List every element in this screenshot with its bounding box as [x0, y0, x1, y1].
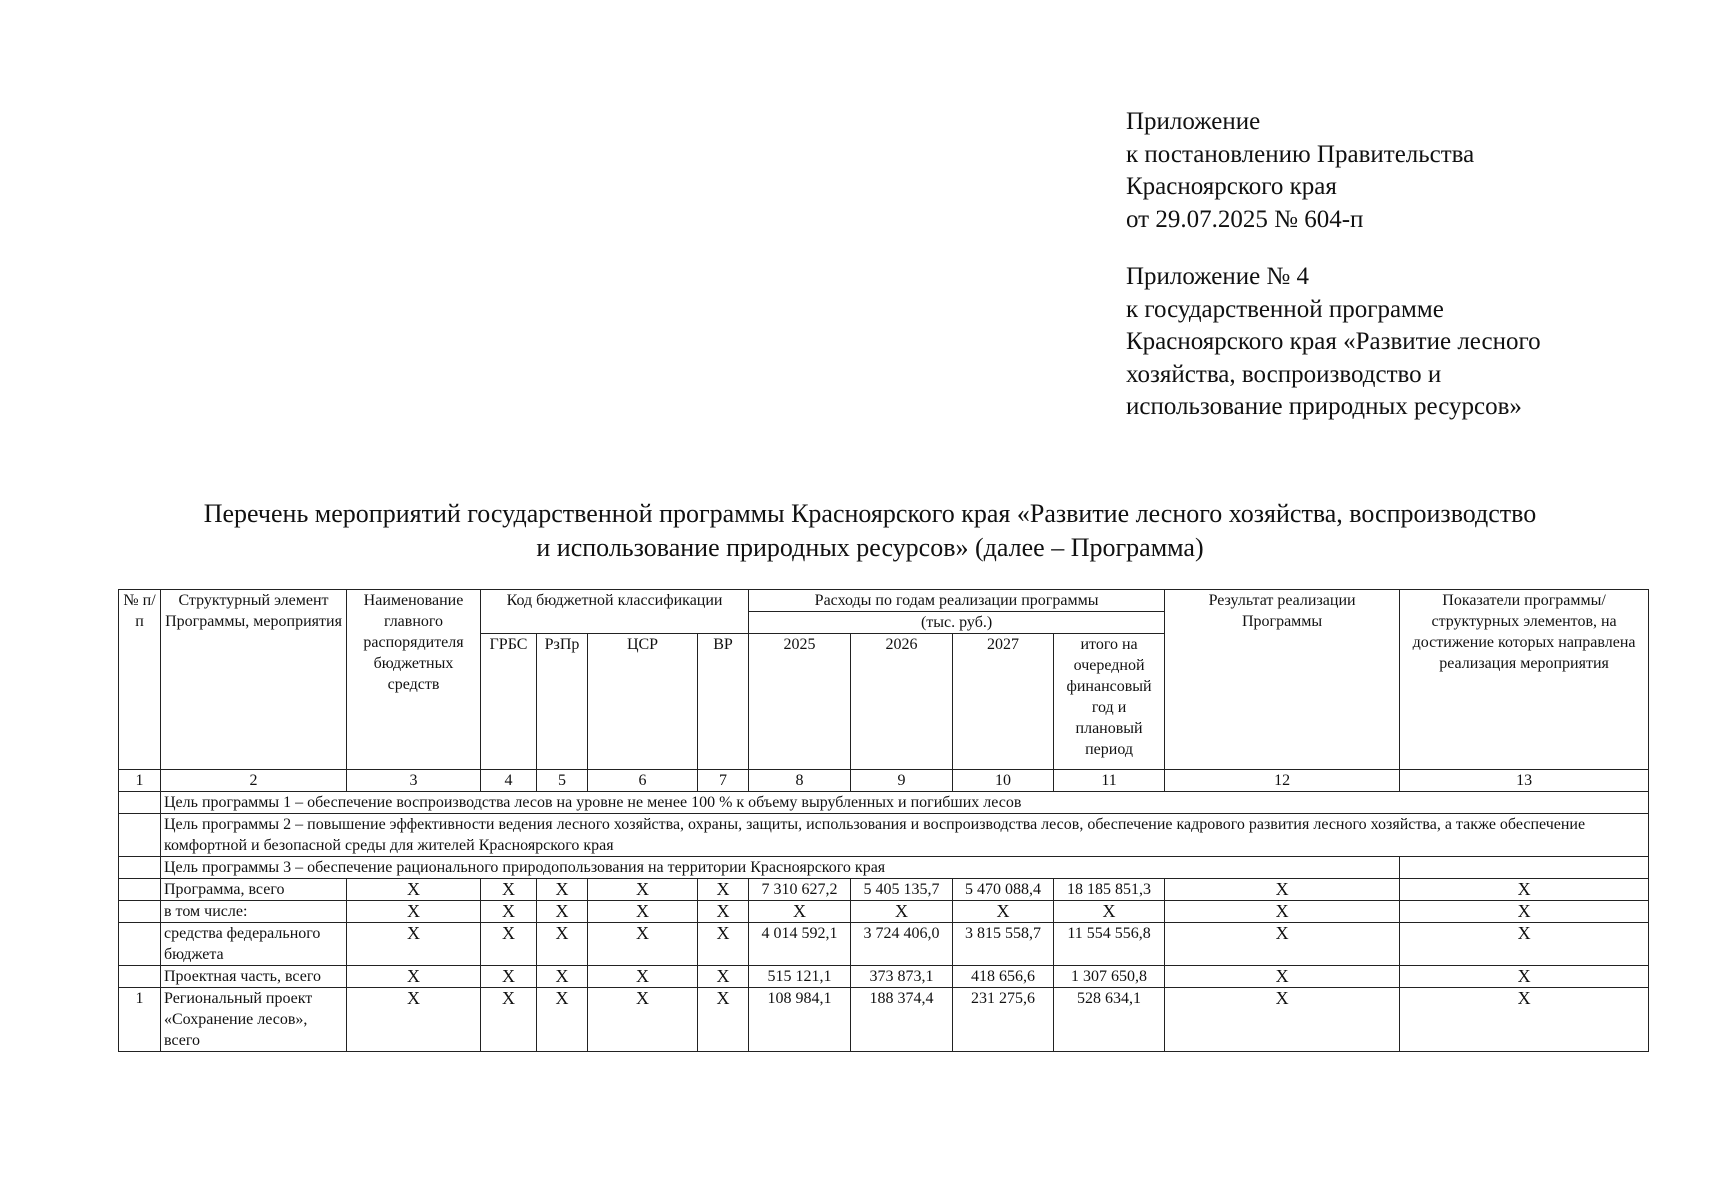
- column-number: 6: [588, 770, 698, 792]
- row-result: X: [1165, 966, 1400, 988]
- row-csr: X: [588, 988, 698, 1052]
- header-expenses: Расходы по годам реализации программы: [749, 590, 1165, 612]
- row-manager: X: [347, 879, 481, 901]
- header-no: № п/п: [119, 590, 161, 770]
- row-rzpr: X: [537, 879, 588, 901]
- header-vr: ВР: [698, 634, 749, 770]
- row-no: [119, 923, 161, 966]
- row-manager: X: [347, 966, 481, 988]
- row-no: 1: [119, 988, 161, 1052]
- row-total: 528 634,1: [1054, 988, 1165, 1052]
- row-vr: X: [698, 923, 749, 966]
- column-number: 8: [749, 770, 851, 792]
- row-rzpr: X: [537, 901, 588, 923]
- row-grbs: X: [481, 901, 537, 923]
- row-2026: 5 405 135,7: [851, 879, 953, 901]
- row-vr: X: [698, 879, 749, 901]
- column-number: 7: [698, 770, 749, 792]
- row-manager: X: [347, 923, 481, 966]
- header-total: итого на очередной финансовый год и плановый период: [1054, 634, 1165, 770]
- row-2027: X: [953, 901, 1054, 923]
- row-name: средства федерального бюджета: [161, 923, 347, 966]
- row-2026: 188 374,4: [851, 988, 953, 1052]
- row-name: Региональный проект «Сохранение лесов», всего: [161, 988, 347, 1052]
- goal-text: Цель программы 2 – повышение эффективности ведения лесного хозяйства, охраны, защиты, использования и воспроизводства лесов, обеспечение кадрового развития лесного хозяйства, а также обеспечение комфортной и безопасной среды для жителей Красноярского края: [161, 814, 1649, 857]
- page-title-line: и использование природных ресурсов» (далее – Программа): [536, 533, 1204, 562]
- header-indicators: Показатели программы/ структурных элементов, на достижение которых направлена реализация мероприятия: [1400, 590, 1649, 770]
- column-number: 5: [537, 770, 588, 792]
- row-grbs: X: [481, 923, 537, 966]
- row-csr: X: [588, 923, 698, 966]
- row-2025: 108 984,1: [749, 988, 851, 1052]
- row-2026: 373 873,1: [851, 966, 953, 988]
- table-row: [119, 988, 1649, 1052]
- row-2027: 231 275,6: [953, 988, 1054, 1052]
- row-2027: 5 470 088,4: [953, 879, 1054, 901]
- row-indicators: X: [1400, 879, 1649, 901]
- row-rzpr: X: [537, 988, 588, 1052]
- row-grbs: X: [481, 879, 537, 901]
- annex-line: Приложение: [1126, 108, 1261, 135]
- row-2025: 7 310 627,2: [749, 879, 851, 901]
- table-row: [119, 966, 1649, 988]
- row-no: [119, 879, 161, 901]
- header-result: Результат реализации Программы: [1165, 590, 1400, 770]
- row-total: 1 307 650,8: [1054, 966, 1165, 988]
- header-expenses-unit: (тыс. руб.): [749, 612, 1165, 634]
- measures-table: [118, 589, 1649, 1052]
- row-total: 11 554 556,8: [1054, 923, 1165, 966]
- column-number: 9: [851, 770, 953, 792]
- row-vr: X: [698, 966, 749, 988]
- row-name: Программа, всего: [161, 879, 347, 901]
- annex-line: Приложение № 4: [1126, 263, 1310, 290]
- row-2027: 3 815 558,7: [953, 923, 1054, 966]
- row-result: X: [1165, 901, 1400, 923]
- column-number: 13: [1400, 770, 1649, 792]
- header-element: Структурный элемент Программы, мероприятия: [161, 590, 347, 770]
- goal-row: [119, 814, 1649, 857]
- annex-line: от 29.07.2025 № 604-п: [1126, 205, 1364, 233]
- table-row: [119, 923, 1649, 966]
- row-result: X: [1165, 923, 1400, 966]
- row-total: X: [1054, 901, 1165, 923]
- row-name: Проектная часть, всего: [161, 966, 347, 988]
- annex-line: использование природных ресурсов»: [1126, 393, 1522, 420]
- row-2025: X: [749, 901, 851, 923]
- annex-line: Красноярского края: [1126, 173, 1337, 200]
- row-no: [119, 901, 161, 923]
- goal-text: Цель программы 1 – обеспечение воспроизводства лесов на уровне не менее 100 % к объему вырубленных и погибших лесов: [161, 792, 1649, 814]
- header-row: [119, 590, 1649, 612]
- row-csr: X: [588, 966, 698, 988]
- column-number: 4: [481, 770, 537, 792]
- row-rzpr: X: [537, 923, 588, 966]
- row-grbs: X: [481, 966, 537, 988]
- row-2025: 515 121,1: [749, 966, 851, 988]
- annex-line: к государственной программе: [1126, 295, 1444, 323]
- row-indicators: X: [1400, 901, 1649, 923]
- row-manager: X: [347, 988, 481, 1052]
- table-row: [119, 901, 1649, 923]
- annex-line: хозяйства, воспроизводство и: [1126, 360, 1442, 388]
- row-csr: X: [588, 879, 698, 901]
- row-indicators: X: [1400, 966, 1649, 988]
- row-grbs: X: [481, 988, 537, 1052]
- page-title-line: Перечень мероприятий государственной программы Красноярского края «Развитие лесного хозяйства, воспроизводство: [203, 499, 1537, 528]
- header-2027: 2027: [953, 634, 1054, 770]
- header-rzpr: РзПр: [537, 634, 588, 770]
- row-indicators: X: [1400, 988, 1649, 1052]
- page-title: [100, 497, 1640, 565]
- annex-line: к постановлению Правительства: [1126, 140, 1475, 168]
- row-result: X: [1165, 879, 1400, 901]
- goal-text: Цель программы 3 – обеспечение рационального природопользования на территории Красноярского края: [161, 857, 1400, 879]
- row-2026: 3 724 406,0: [851, 923, 953, 966]
- column-number: 11: [1054, 770, 1165, 792]
- header-grbs: ГРБС: [481, 634, 537, 770]
- row-csr: X: [588, 901, 698, 923]
- header-2025: 2025: [749, 634, 851, 770]
- row-vr: X: [698, 901, 749, 923]
- header-csr: ЦСР: [588, 634, 698, 770]
- header-manager: Наименование главного распорядителя бюджетных средств: [347, 590, 481, 770]
- row-2025: 4 014 592,1: [749, 923, 851, 966]
- goal-row: [119, 792, 1649, 814]
- column-number-row: [119, 770, 1649, 792]
- row-manager: X: [347, 901, 481, 923]
- annex-block: [1126, 106, 1686, 424]
- row-result: X: [1165, 988, 1400, 1052]
- annex-line: Красноярского края «Развитие лесного: [1126, 328, 1541, 355]
- row-no: [119, 966, 161, 988]
- column-number: 12: [1165, 770, 1400, 792]
- header-budget-code: Код бюджетной классификации: [481, 590, 749, 634]
- row-vr: X: [698, 988, 749, 1052]
- column-number: 10: [953, 770, 1054, 792]
- row-rzpr: X: [537, 966, 588, 988]
- row-name: в том числе:: [161, 901, 347, 923]
- column-number: 2: [161, 770, 347, 792]
- row-2026: X: [851, 901, 953, 923]
- column-number: 3: [347, 770, 481, 792]
- goal-row: [119, 857, 1649, 879]
- column-number: 1: [119, 770, 161, 792]
- header-2026: 2026: [851, 634, 953, 770]
- row-indicators: X: [1400, 923, 1649, 966]
- row-total: 18 185 851,3: [1054, 879, 1165, 901]
- table-row: [119, 879, 1649, 901]
- row-2027: 418 656,6: [953, 966, 1054, 988]
